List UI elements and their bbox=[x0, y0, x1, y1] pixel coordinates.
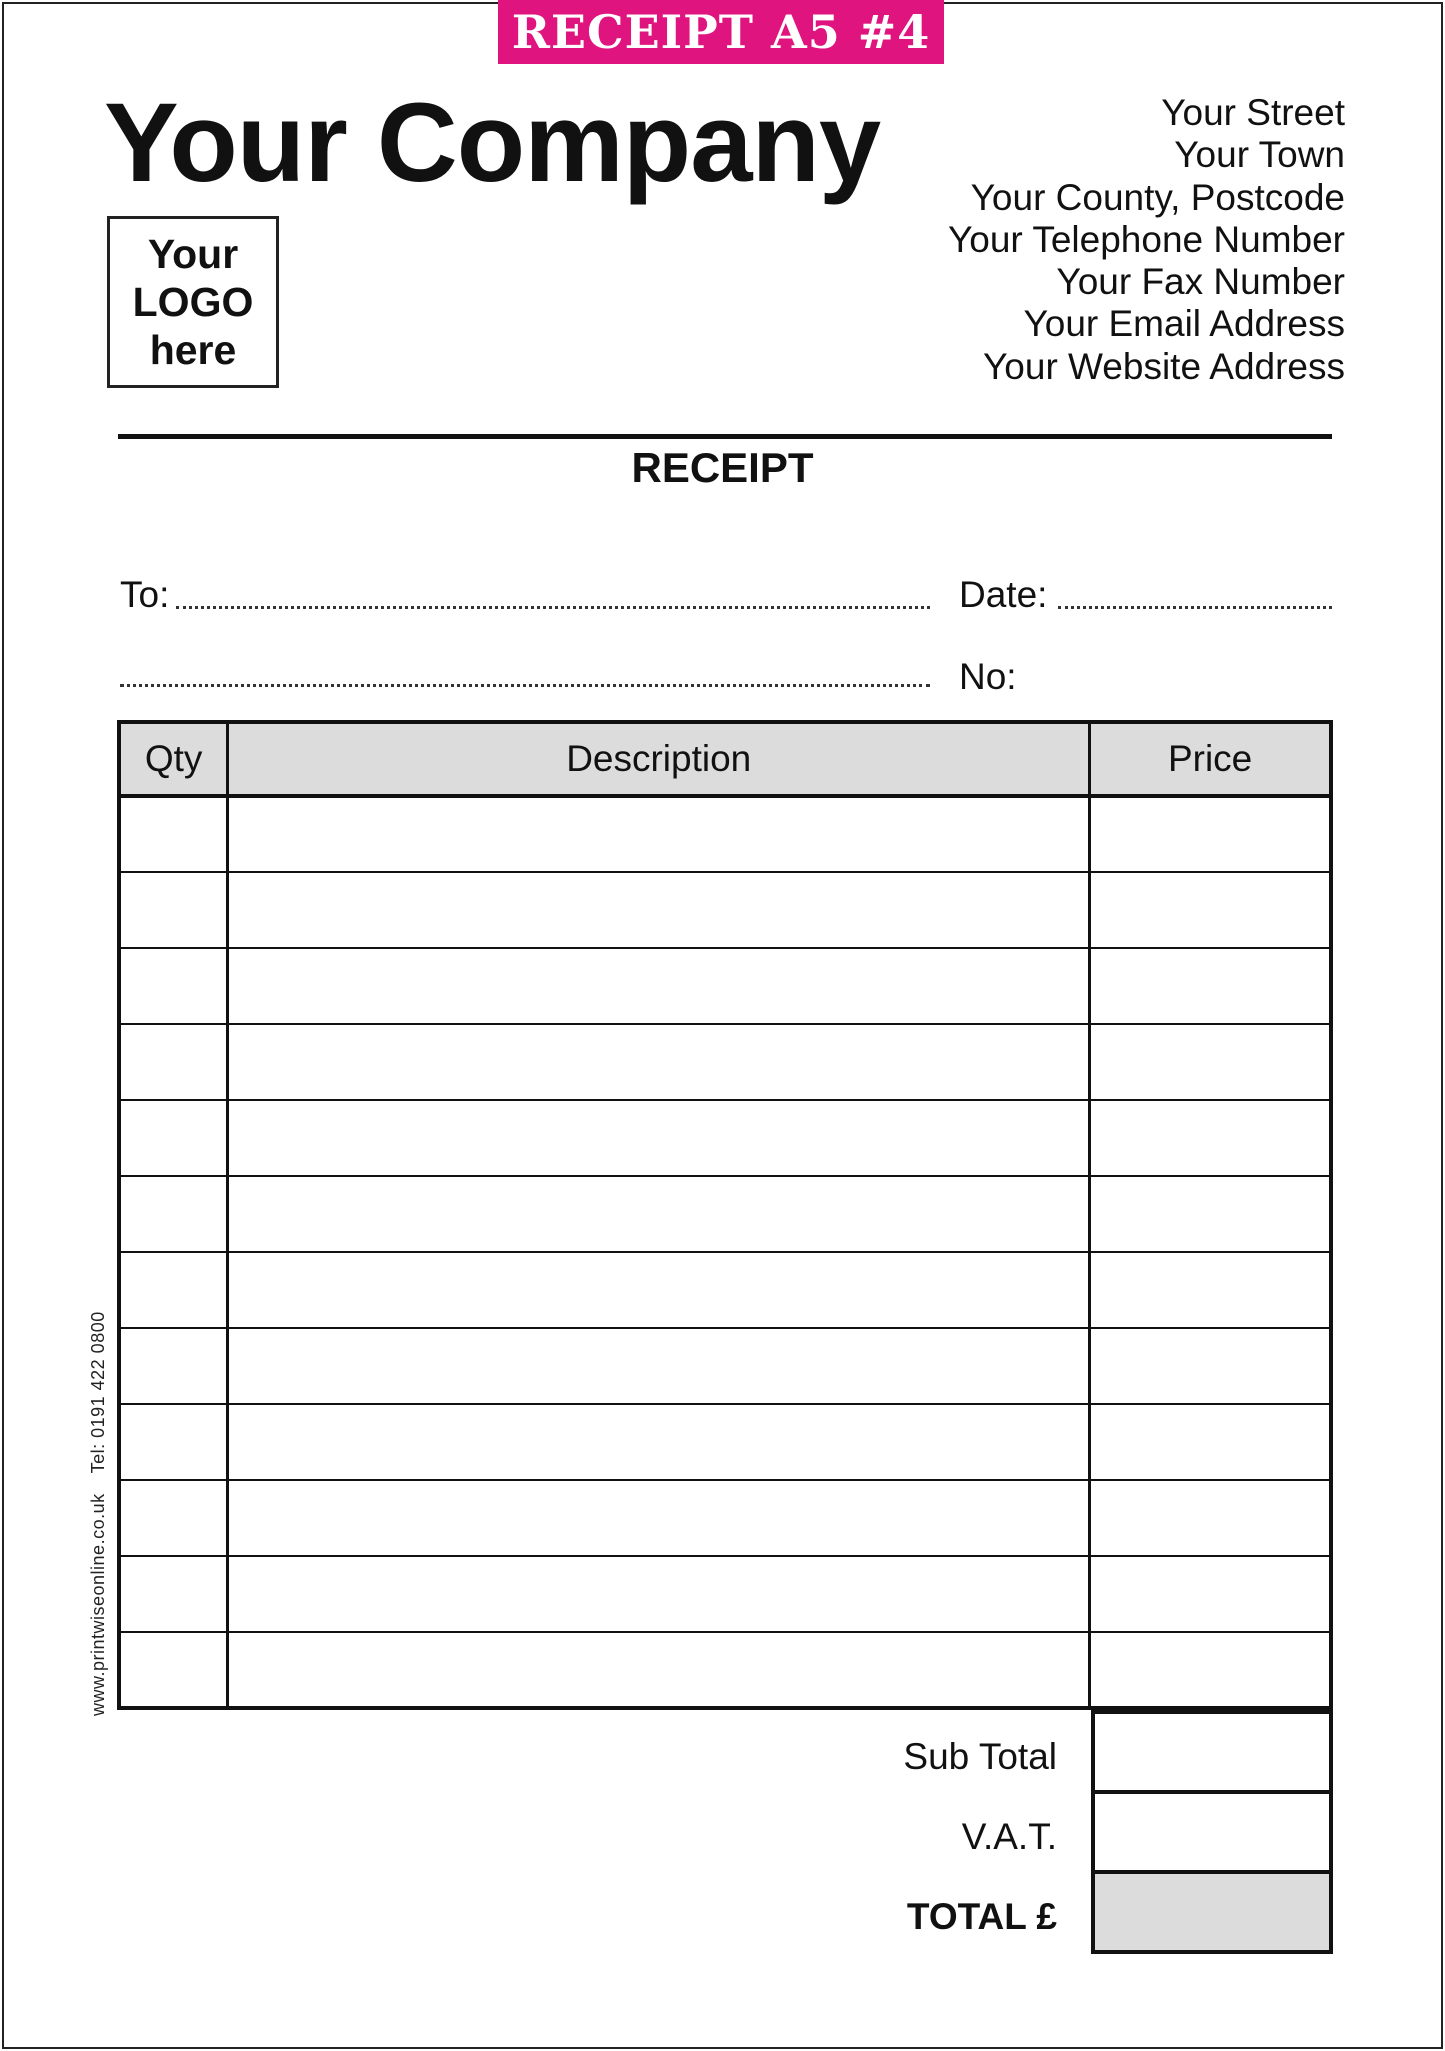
address-street: Your Street bbox=[1161, 92, 1345, 133]
date-field-line[interactable] bbox=[1058, 606, 1332, 609]
description-column-header: Description bbox=[228, 722, 1090, 796]
sub-total-box[interactable] bbox=[1091, 1710, 1333, 1794]
price-cell[interactable] bbox=[1090, 948, 1331, 1024]
description-cell[interactable] bbox=[228, 1024, 1090, 1100]
table-row bbox=[119, 948, 1331, 1024]
qty-cell[interactable] bbox=[119, 1176, 228, 1252]
printer-credit bbox=[88, 1311, 109, 1716]
date-label: Date: bbox=[959, 574, 1048, 615]
description-cell[interactable] bbox=[228, 1404, 1090, 1480]
table-row bbox=[119, 1024, 1331, 1100]
price-cell[interactable] bbox=[1090, 1024, 1331, 1100]
qty-cell[interactable] bbox=[119, 1480, 228, 1556]
description-cell[interactable] bbox=[228, 948, 1090, 1024]
description-cell[interactable] bbox=[228, 1100, 1090, 1176]
header-divider bbox=[118, 434, 1332, 439]
description-cell[interactable] bbox=[228, 1632, 1090, 1708]
table-row bbox=[119, 1328, 1331, 1404]
address-fax: Your Fax Number bbox=[1056, 261, 1345, 303]
price-cell[interactable] bbox=[1090, 1252, 1331, 1328]
qty-cell[interactable] bbox=[119, 1632, 228, 1708]
qty-cell[interactable] bbox=[119, 872, 228, 948]
address-town: Your Town bbox=[1174, 134, 1345, 176]
sub-total-label: Sub Total bbox=[903, 1736, 1057, 1777]
description-cell[interactable] bbox=[228, 1252, 1090, 1328]
table-row bbox=[119, 872, 1331, 948]
printer-telephone: Tel: 0191 422 0800 bbox=[88, 1311, 108, 1474]
to-field-line-2[interactable] bbox=[120, 684, 930, 687]
table-row bbox=[119, 1632, 1331, 1708]
price-cell[interactable] bbox=[1090, 1480, 1331, 1556]
description-cell[interactable] bbox=[228, 1480, 1090, 1556]
price-cell[interactable] bbox=[1090, 872, 1331, 948]
address-website: Your Website Address bbox=[983, 345, 1345, 387]
qty-cell[interactable] bbox=[119, 1100, 228, 1176]
company-address bbox=[948, 92, 1345, 388]
qty-cell[interactable] bbox=[119, 948, 228, 1024]
qty-cell[interactable] bbox=[119, 1404, 228, 1480]
table-header-row bbox=[119, 722, 1331, 796]
qty-cell[interactable] bbox=[119, 1556, 228, 1632]
qty-cell[interactable] bbox=[119, 796, 228, 872]
price-column-header: Price bbox=[1090, 722, 1331, 796]
qty-column-header: Qty bbox=[119, 722, 228, 796]
template-badge: RECEIPT A5 #4 bbox=[498, 0, 944, 64]
vat-label: V.A.T. bbox=[961, 1816, 1057, 1857]
item-rows bbox=[119, 796, 1331, 1708]
price-cell[interactable] bbox=[1090, 1632, 1331, 1708]
items-table bbox=[117, 720, 1333, 1710]
printer-website: www.printwiseonline.co.uk bbox=[88, 1493, 108, 1716]
company-name: Your Company bbox=[104, 80, 881, 205]
table-row bbox=[119, 796, 1331, 872]
total-box[interactable] bbox=[1091, 1870, 1333, 1954]
qty-cell[interactable] bbox=[119, 1024, 228, 1100]
price-cell[interactable] bbox=[1090, 1176, 1331, 1252]
document-title: RECEIPT bbox=[631, 444, 814, 491]
address-email: Your Email Address bbox=[1023, 303, 1345, 345]
table-row bbox=[119, 1100, 1331, 1176]
price-cell[interactable] bbox=[1090, 1556, 1331, 1632]
description-cell[interactable] bbox=[228, 1556, 1090, 1632]
logo-line: LOGO bbox=[132, 279, 254, 325]
qty-cell[interactable] bbox=[119, 1328, 228, 1404]
description-cell[interactable] bbox=[228, 872, 1090, 948]
vat-box[interactable] bbox=[1091, 1790, 1333, 1874]
address-county-postcode: Your County, Postcode bbox=[970, 176, 1345, 218]
to-label: To: bbox=[120, 574, 170, 615]
price-cell[interactable] bbox=[1090, 796, 1331, 872]
table-row bbox=[119, 1404, 1331, 1480]
table-row bbox=[119, 1176, 1331, 1252]
table-row bbox=[119, 1556, 1331, 1632]
number-label: No: bbox=[959, 656, 1017, 697]
to-field-line[interactable] bbox=[176, 606, 930, 609]
description-cell[interactable] bbox=[228, 1328, 1090, 1404]
table-row bbox=[119, 1252, 1331, 1328]
qty-cell[interactable] bbox=[119, 1252, 228, 1328]
price-cell[interactable] bbox=[1090, 1404, 1331, 1480]
price-cell[interactable] bbox=[1090, 1328, 1331, 1404]
description-cell[interactable] bbox=[228, 1176, 1090, 1252]
logo-placeholder bbox=[107, 216, 279, 388]
table-row bbox=[119, 1480, 1331, 1556]
total-label: TOTAL £ bbox=[906, 1896, 1057, 1937]
logo-line: here bbox=[149, 327, 237, 373]
address-telephone: Your Telephone Number bbox=[947, 218, 1345, 260]
price-cell[interactable] bbox=[1090, 1100, 1331, 1176]
logo-line: Your bbox=[147, 231, 239, 277]
description-cell[interactable] bbox=[228, 796, 1090, 872]
